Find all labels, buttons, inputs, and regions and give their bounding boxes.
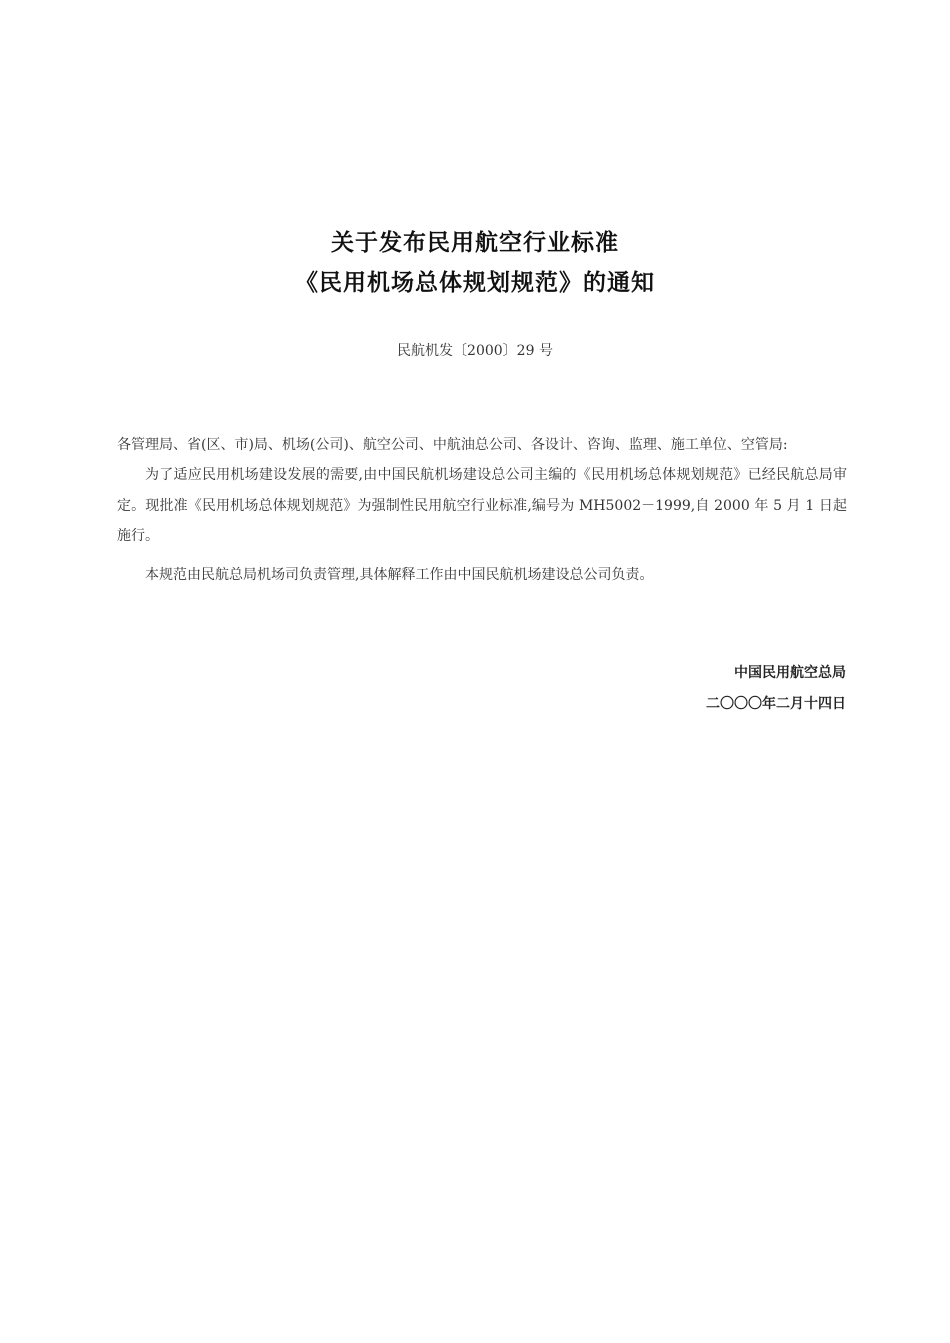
body-paragraph-management: 本规范由民航总局机场司负责管理,具体解释工作由中国民航机场建设总公司负责。 <box>145 567 654 583</box>
addressees: 各管理局、省(区、市)局、机场(公司)、航空公司、中航油总公司、各设计、咨询、监理、施工单位、空管局: <box>117 437 788 453</box>
issue-date: 二〇〇〇年二月十四日 <box>706 696 846 712</box>
notice-title-line-1: 关于发布民用航空行业标准 <box>331 230 619 256</box>
notice-title-line-2: 《民用机场总体规划规范》的通知 <box>295 270 655 296</box>
issuing-organization: 中国民用航空总局 <box>734 665 846 681</box>
document-number: 民航机发〔2000〕29 号 <box>397 343 553 359</box>
body-paragraph-approval: 为了适应民用机场建设发展的需要,由中国民航机场建设总公司主编的《民用机场总体规划规范》已经民航总局审定。现批准《民用机场总体规划规范》为强制性民用航空行业标准,编号为 MH5002－1999,自 2000 年 5 月 1 日起施行。 <box>117 467 847 544</box>
